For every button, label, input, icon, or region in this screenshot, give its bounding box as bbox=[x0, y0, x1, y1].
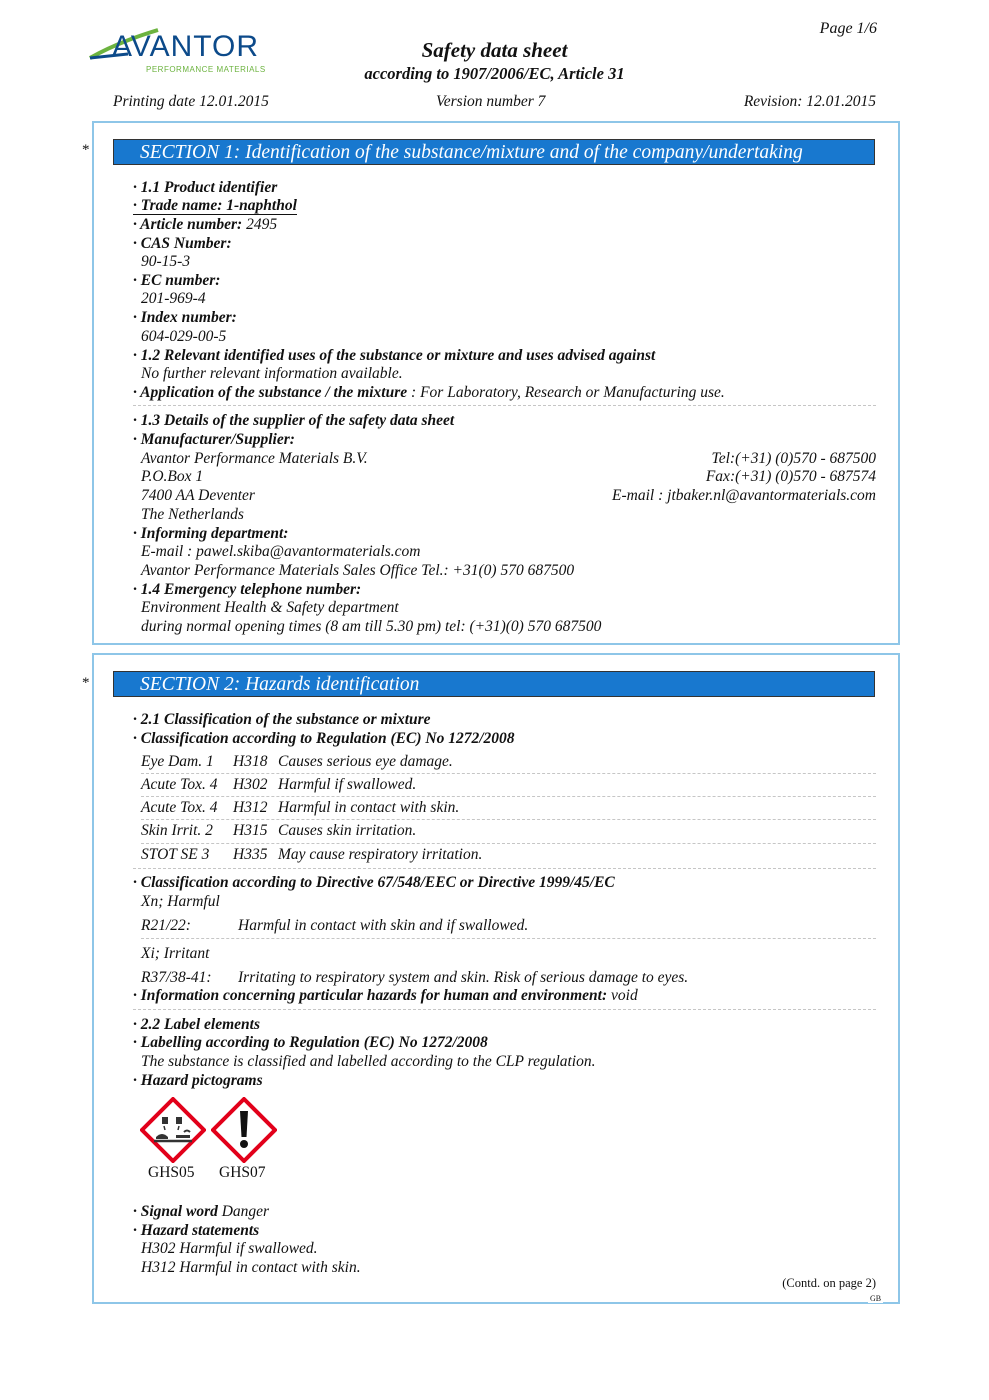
article-number bbox=[133, 215, 277, 234]
hazard-statement: H302 Harmful if swallowed. bbox=[141, 1240, 318, 1257]
emergency-hours: during normal opening times (8 am till 5.30 pm) tel: (+31)(0) 570 687500 bbox=[141, 618, 602, 635]
clp-class: Eye Dam. 1 bbox=[141, 753, 214, 770]
pictograms-label: · Hazard pictograms bbox=[133, 1072, 263, 1089]
r-phrase-row bbox=[141, 916, 528, 935]
clp-row bbox=[141, 752, 453, 771]
divider bbox=[141, 773, 876, 774]
clp-row bbox=[141, 821, 416, 840]
logo-wordmark: AVANTOR bbox=[112, 30, 260, 63]
pictogram-caption: GHS05 bbox=[148, 1164, 195, 1181]
divider bbox=[133, 868, 876, 869]
address-line: The Netherlands bbox=[141, 506, 244, 523]
supplier-email[interactable]: E-mail : jtbaker.nl@avantormaterials.com bbox=[612, 487, 876, 504]
page-number: Page 1/6 bbox=[819, 20, 877, 37]
clp-code: H302 bbox=[233, 776, 268, 793]
application-label: · Application of the substance / the mixture bbox=[133, 384, 408, 401]
r-phrase-row bbox=[141, 968, 688, 987]
clp-heading: · Classification according to Regulation (EC) No 1272/2008 bbox=[133, 730, 515, 747]
xn-label: Xn; Harmful bbox=[141, 893, 220, 910]
page-title: Safety data sheet bbox=[421, 38, 568, 62]
article-number-value: 2495 bbox=[246, 216, 278, 233]
informing-office: Avantor Performance Materials Sales Office Tel.: +31(0) 570 687500 bbox=[141, 562, 575, 579]
section2-change-marker: * bbox=[82, 675, 90, 691]
revision-date: Revision: 12.01.2015 bbox=[743, 93, 876, 110]
clp-text: Causes serious eye damage. bbox=[278, 753, 453, 770]
xi-label: Xi; Irritant bbox=[141, 945, 210, 962]
clp-text: May cause respiratory irritation. bbox=[278, 846, 483, 863]
manufacturer-label: · Manufacturer/Supplier: bbox=[133, 431, 295, 448]
clp-text: Harmful if swallowed. bbox=[278, 776, 417, 793]
info-hazards bbox=[133, 986, 638, 1005]
section1-heading: SECTION 1: Identification of the substance/mixture and of the company/undertaking bbox=[113, 139, 875, 165]
ec-value: 201-969-4 bbox=[141, 290, 206, 307]
informing-label: · Informing department: bbox=[133, 525, 289, 542]
clp-class: STOT SE 3 bbox=[141, 846, 210, 863]
index-value: 604-029-00-5 bbox=[141, 328, 227, 345]
hazard-statements-label: · Hazard statements bbox=[133, 1222, 260, 1239]
clp-row bbox=[141, 845, 482, 864]
info-hazards-label: · Information concerning particular hazards for human and environment: bbox=[133, 987, 608, 1004]
info-hazards-value: void bbox=[611, 987, 638, 1004]
clp-class: Acute Tox. 4 bbox=[141, 799, 218, 816]
section2-heading: SECTION 2: Hazards identification bbox=[113, 671, 875, 697]
clp-class: Skin Irrit. 2 bbox=[141, 822, 213, 839]
divider bbox=[133, 405, 876, 406]
address-line: P.O.Box 1 bbox=[141, 468, 204, 485]
r-phrase-text: Harmful in contact with skin and if swallowed. bbox=[238, 917, 529, 934]
cas-value: 90-15-3 bbox=[141, 253, 191, 270]
ghs05-corrosion-icon bbox=[140, 1097, 206, 1163]
divider bbox=[141, 819, 876, 820]
page-subtitle: according to 1907/2006/EC, Article 31 bbox=[364, 64, 625, 83]
clp-code: H315 bbox=[233, 822, 268, 839]
divider bbox=[141, 938, 876, 939]
ec-label: · EC number: bbox=[133, 272, 221, 289]
divider bbox=[133, 1009, 876, 1010]
directive-heading: · Classification according to Directive 67/548/EEC or Directive 1999/45/EC bbox=[133, 874, 615, 891]
continued-note: (Contd. on page 2) bbox=[782, 1276, 876, 1290]
section1-change-marker: * bbox=[82, 142, 90, 158]
signal-word-value: Danger bbox=[221, 1203, 270, 1220]
address-line: Avantor Performance Materials B.V. bbox=[141, 450, 368, 467]
clp-code: H318 bbox=[233, 753, 268, 770]
labelling-heading: · Labelling according to Regulation (EC) No 1272/2008 bbox=[133, 1034, 488, 1051]
classification-heading: · 2.1 Classification of the substance or mixture bbox=[133, 711, 431, 728]
signal-word bbox=[133, 1202, 269, 1221]
informing-email[interactable]: E-mail : pawel.skiba@avantormaterials.com bbox=[141, 543, 421, 560]
clp-text: Causes skin irritation. bbox=[278, 822, 417, 839]
uses-text: No further relevant information available. bbox=[141, 365, 403, 382]
uses-heading: · 1.2 Relevant identified uses of the substance or mixture and uses advised against bbox=[133, 347, 656, 364]
signal-word-label: · Signal word bbox=[133, 1203, 218, 1220]
clp-code: H335 bbox=[233, 846, 268, 863]
label-elements-heading: · 2.2 Label elements bbox=[133, 1016, 260, 1033]
application bbox=[133, 383, 725, 402]
clp-row bbox=[141, 798, 459, 817]
country-code: GB bbox=[870, 1294, 882, 1303]
trade-name: · Trade name: 1-naphthol bbox=[133, 197, 297, 214]
supplier-tel: Tel:(+31) (0)570 - 687500 bbox=[711, 450, 876, 467]
r-phrase-code: R21/22: bbox=[141, 917, 191, 934]
article-number-label: · Article number: bbox=[133, 216, 243, 233]
ghs07-exclamation-icon bbox=[211, 1097, 277, 1163]
r-phrase-text: Irritating to respiratory system and skin. Risk of serious damage to eyes. bbox=[238, 969, 689, 986]
supplier-fax: Fax:(+31) (0)570 - 687574 bbox=[705, 468, 876, 485]
logo-tagline: PERFORMANCE MATERIALS bbox=[146, 65, 266, 74]
version-number: Version number 7 bbox=[436, 93, 546, 110]
product-identifier: · 1.1 Product identifier bbox=[133, 179, 278, 196]
pictogram-caption: GHS07 bbox=[219, 1164, 266, 1181]
index-label: · Index number: bbox=[133, 309, 237, 326]
labelling-text: The substance is classified and labelled according to the CLP regulation. bbox=[141, 1053, 596, 1070]
cas-label: · CAS Number: bbox=[133, 235, 232, 252]
r-phrase-code: R37/38-41: bbox=[141, 969, 212, 986]
divider bbox=[141, 796, 876, 797]
hazard-statement: H312 Harmful in contact with skin. bbox=[141, 1259, 361, 1276]
address-line: 7400 AA Deventer bbox=[141, 487, 255, 504]
printing-date: Printing date 12.01.2015 bbox=[113, 93, 269, 110]
clp-row bbox=[141, 775, 416, 794]
supplier-heading: · 1.3 Details of the supplier of the safety data sheet bbox=[133, 412, 455, 429]
application-value: : For Laboratory, Research or Manufacturing use. bbox=[411, 384, 725, 401]
emergency-dept: Environment Health & Safety department bbox=[141, 599, 399, 616]
clp-code: H312 bbox=[233, 799, 268, 816]
clp-class: Acute Tox. 4 bbox=[141, 776, 218, 793]
divider bbox=[141, 843, 876, 844]
emergency-label: · 1.4 Emergency telephone number: bbox=[133, 581, 362, 598]
clp-text: Harmful in contact with skin. bbox=[278, 799, 460, 816]
